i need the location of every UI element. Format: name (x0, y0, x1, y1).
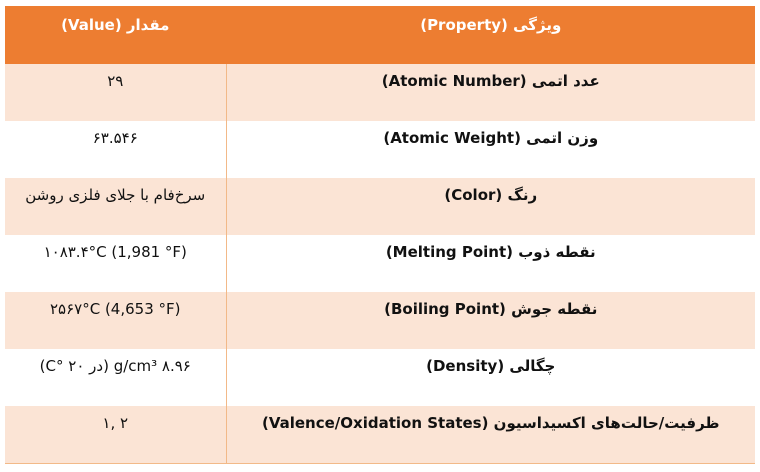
property-text: عدد اتمی (Atomic Number) (381, 72, 600, 90)
property-text: چگالی (Density) (426, 357, 556, 375)
header-value-cell (5, 6, 226, 64)
property-text: رنگ (Color) (444, 186, 538, 204)
value-text: ۶۳.۵۴۶ (92, 129, 138, 147)
property-cell (226, 178, 755, 235)
property-text: نقطه جوش (Boiling Point) (384, 300, 598, 318)
header-property-label: ویژگی (Property) (420, 16, 562, 34)
copper-properties-table (5, 6, 755, 464)
value-cell (5, 292, 226, 349)
value-cell (5, 349, 226, 406)
value-text: ۲۹ (107, 72, 124, 90)
table-row (5, 292, 755, 349)
table-row (5, 349, 755, 406)
table-row (5, 178, 755, 235)
table-row (5, 64, 755, 121)
table-row (5, 406, 755, 463)
value-text: ۲۵۶۷°C (4,653 °F) (49, 300, 181, 318)
property-cell (226, 349, 755, 406)
value-text: ۱۰۸۳.۴°C (1,981 °F) (43, 243, 187, 261)
table-header-row (5, 6, 755, 64)
property-text: وزن اتمی (Atomic Weight) (383, 129, 599, 147)
value-cell (5, 178, 226, 235)
value-text: ۲ ,۱ (102, 414, 129, 432)
property-text: نقطه ذوب (Melting Point) (385, 243, 596, 261)
property-text: ظرفیت/حالت‌های اکسیداسیون (Valence/Oxidation States) (261, 414, 720, 432)
header-property-cell (226, 6, 755, 64)
value-cell (5, 64, 226, 121)
header-value-label: مقدار (Value) (61, 16, 170, 34)
value-text: g/cm³ ۸.۹۶ (در ۲۰ °C) (39, 357, 191, 375)
table-row (5, 235, 755, 292)
value-cell (5, 121, 226, 178)
property-cell (226, 64, 755, 121)
property-cell (226, 406, 755, 463)
property-cell (226, 292, 755, 349)
value-cell (5, 235, 226, 292)
table-row (5, 121, 755, 178)
value-cell (5, 406, 226, 463)
property-cell (226, 235, 755, 292)
value-text: سرخ‌فام با جلای فلزی روشن (25, 186, 206, 204)
property-cell (226, 121, 755, 178)
